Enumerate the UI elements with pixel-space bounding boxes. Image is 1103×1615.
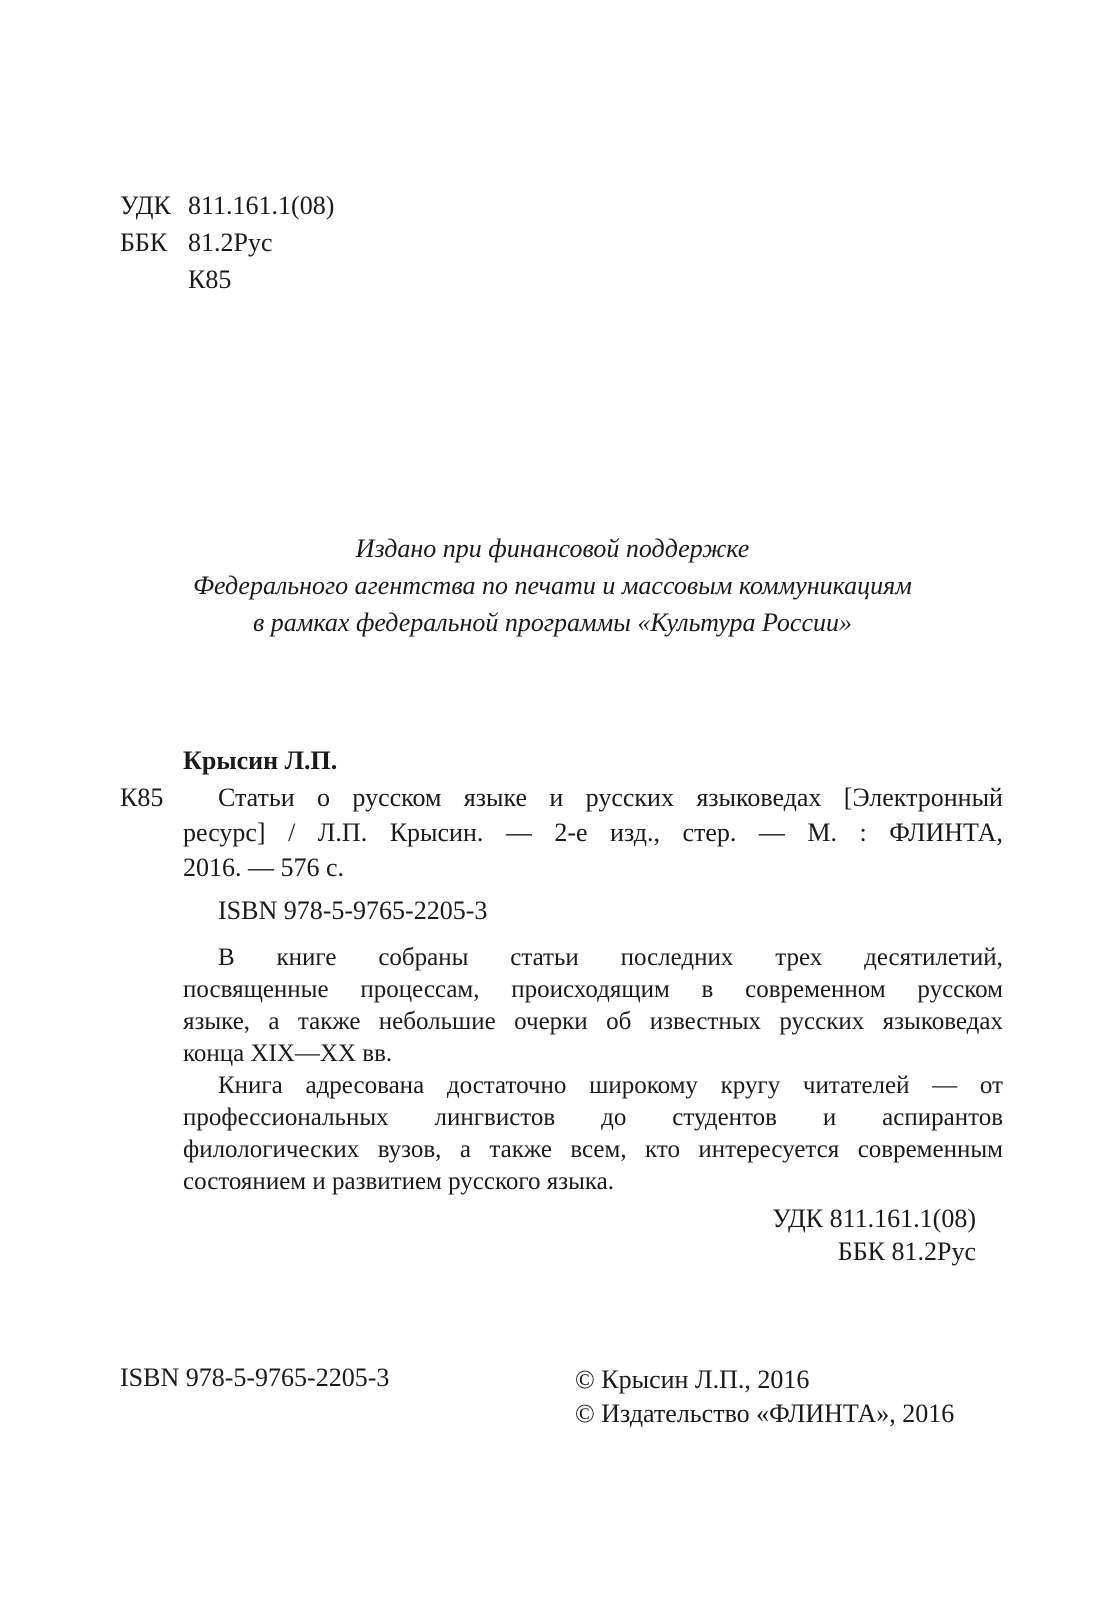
word: Статьи (218, 783, 295, 812)
bbk-value: 81.2Рус (188, 228, 273, 257)
word: филологических (183, 1136, 360, 1163)
word: о (317, 783, 331, 812)
word: а (459, 1136, 471, 1163)
annotation-line (183, 974, 1003, 1006)
word: также (489, 1136, 552, 1163)
annotation (183, 942, 1003, 1198)
word: языке, (183, 1008, 251, 1035)
word: книге (276, 944, 337, 971)
word: всем, (570, 1136, 627, 1163)
record-author-code: К85 (120, 783, 164, 812)
copyright-publisher: © Издательство «ФЛИНТА», 2016 (575, 1399, 955, 1428)
footer-isbn: ISBN 978-5-9765-2205-3 (120, 1363, 390, 1392)
word: интересуется (698, 1136, 840, 1163)
word: трех (775, 944, 823, 971)
word: русском (352, 783, 442, 812)
word: посвященные (183, 976, 329, 1003)
word: 2-е (554, 818, 588, 847)
word: процессам, (360, 976, 480, 1003)
word: ФЛИНТА, (889, 818, 1003, 847)
word: вузов, (377, 1136, 442, 1163)
word: М. (807, 818, 838, 847)
udk-label: УДК (120, 191, 171, 220)
word: языковедах (696, 783, 822, 812)
word: — (505, 818, 532, 847)
word: и (822, 1104, 837, 1131)
annotation-line (183, 1006, 1003, 1038)
word: в (701, 976, 714, 1003)
word: ресурс] (183, 818, 266, 847)
word: последних (620, 944, 734, 971)
word: Книга (218, 1072, 283, 1099)
annotation-line: конца XIX—XX вв. (183, 1040, 393, 1067)
word: лингвистов (434, 1104, 556, 1131)
word: русских (779, 1008, 865, 1035)
word: / (288, 818, 296, 847)
bbk-label: ББК (120, 228, 168, 257)
annotation-line (183, 1070, 1003, 1102)
word: происходящим (511, 976, 670, 1003)
word: очерки (514, 1008, 588, 1035)
udk-line (120, 188, 334, 224)
word: собраны (378, 944, 469, 971)
word: русских (585, 783, 674, 812)
word: небольшие (378, 1008, 496, 1035)
support-line: в рамках федеральной программы «Культура России» (253, 608, 852, 637)
record-isbn: ISBN 978-5-9765-2205-3 (218, 896, 488, 925)
copyright-author: © Крысин Л.П., 2016 (575, 1365, 810, 1394)
support-note (100, 530, 1005, 641)
word: языковедах (882, 1008, 1003, 1035)
word: студентов (672, 1104, 777, 1131)
word: а (268, 1008, 280, 1035)
word: адресована (305, 1072, 425, 1099)
word: русском (917, 976, 1003, 1003)
annotation-line (183, 942, 1003, 974)
word: стер. (682, 818, 737, 847)
word: Крысин. (389, 818, 484, 847)
word: широкому (589, 1072, 698, 1099)
word: современном (745, 976, 886, 1003)
word: и (549, 783, 564, 812)
support-line: Издано при финансовой поддержке (355, 534, 750, 563)
word: от (979, 1072, 1003, 1099)
author-code-top: К85 (188, 265, 232, 294)
word: : (859, 818, 867, 847)
word: об (606, 1008, 632, 1035)
word: В (218, 944, 235, 971)
word: [Электронный (843, 783, 1003, 812)
word: известных (649, 1008, 762, 1035)
word: аспирантов (882, 1104, 1003, 1131)
word: кто (645, 1136, 680, 1163)
word: также (297, 1008, 361, 1035)
record-title-line (183, 815, 1003, 850)
word: — (758, 818, 785, 847)
word: до (601, 1104, 627, 1131)
record-title (183, 780, 1003, 885)
record-title-line: 2016. — 576 с. (183, 853, 345, 882)
word: статьи (510, 944, 579, 971)
support-line: Федерального агентства по печати и массовым коммуникациям (193, 571, 912, 600)
word: языке (463, 783, 528, 812)
record-author: Крысин Л.П. (183, 746, 338, 775)
word: десятилетий, (864, 944, 1003, 971)
word: — (932, 1072, 958, 1099)
word: Л.П. (317, 818, 368, 847)
annotation-bbk: ББК 81.2Рус (837, 1237, 976, 1266)
word: профессиональных (183, 1104, 389, 1131)
word: читателей (802, 1072, 910, 1099)
word: современным (857, 1136, 1003, 1163)
annotation-line (183, 1102, 1003, 1134)
annotation-line (183, 1134, 1003, 1166)
record-title-line (183, 780, 1003, 815)
udk-value: 811.161.1(08) (188, 191, 335, 220)
word: кругу (720, 1072, 781, 1099)
annotation-line: состоянием и развитием русского языка. (183, 1168, 615, 1195)
word: изд., (610, 818, 660, 847)
bbk-line (120, 225, 273, 261)
word: достаточно (446, 1072, 567, 1099)
annotation-udk: УДК 811.161.1(08) (772, 1204, 976, 1233)
